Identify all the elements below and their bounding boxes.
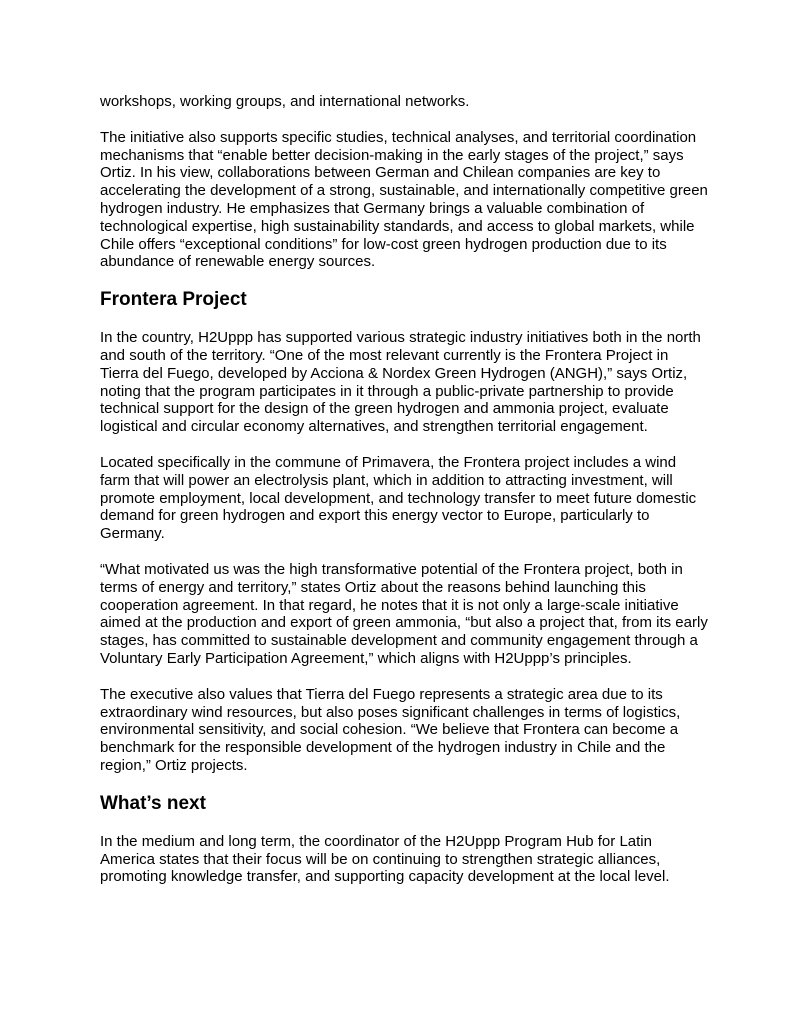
- paragraph-executive: The executive also values that Tierra del Fuego represents a strategic area due to its extraordinary wind resources, but also poses significant challenges in terms of logistics, environmental sensitivity, and social cohesion. “We believe that Frontera can become a benchmark for the responsible development of the hydrogen industry in Chile and the region,” Ortiz projects.: [100, 685, 681, 774]
- paragraph-workshops: workshops, working groups, and international networks.: [100, 93, 470, 110]
- document-body: [100, 93, 710, 904]
- paragraph-medium-term: In the medium and long term, the coordinator of the H2Uppp Program Hub for Latin America states that their focus will be on continuing to strengthen strategic alliances, promoting knowledge transfer, and supporting capacity development at the local level.: [100, 832, 670, 886]
- heading-frontera-project: Frontera Project: [100, 289, 247, 311]
- paragraph-country: In the country, H2Uppp has supported various strategic industry initiatives both in the north and south of the territory. “One of the most relevant currently is the Frontera Project in Tierra del Fuego, developed by Acciona & Nordex Green Hydrogen (ANGH),” says Ortiz, noting that the program participates in it through a public-private partnership to provide technical support for the design of the green hydrogen and ammonia project, evaluate logistical and circular economy alternatives, and strengthen territorial engagement.: [100, 329, 701, 436]
- paragraph-motivation: “What motivated us was the high transformative potential of the Frontera project, both in terms of energy and territory,” states Ortiz about the reasons behind launching this cooperation agreement. In that regard, he notes that it is not only a large-scale initiative aimed at the production and export of green ammonia, “but also a project that, from its early stages, has committed to sustainable development and community engagement through a Voluntary Early Participation Agreement,” which aligns with H2Uppp’s principles.: [100, 560, 708, 667]
- paragraph-initiative: The initiative also supports specific studies, technical analyses, and territorial coordination mechanisms that “enable better decision-making in the early stages of the project,” says Ortiz. In his view, collaborations between German and Chilean companies are key to accelerating the development of a strong, sustainable, and internationally competitive green hydrogen industry. He emphasizes that Germany brings a valuable combination of technological expertise, high sustainability standards, and access to global markets, while Chile offers “exceptional conditions” for low-cost green hydrogen production due to its abundance of renewable energy sources.: [100, 128, 708, 271]
- heading-whats-next: What’s next: [100, 792, 206, 814]
- paragraph-primavera: Located specifically in the commune of Primavera, the Frontera project includes a wind farm that will power an electrolysis plant, which in addition to attracting investment, will promote employment, local development, and technology transfer to meet future domestic demand for green hydrogen and export this energy vector to Europe, particularly to Germany.: [100, 453, 697, 543]
